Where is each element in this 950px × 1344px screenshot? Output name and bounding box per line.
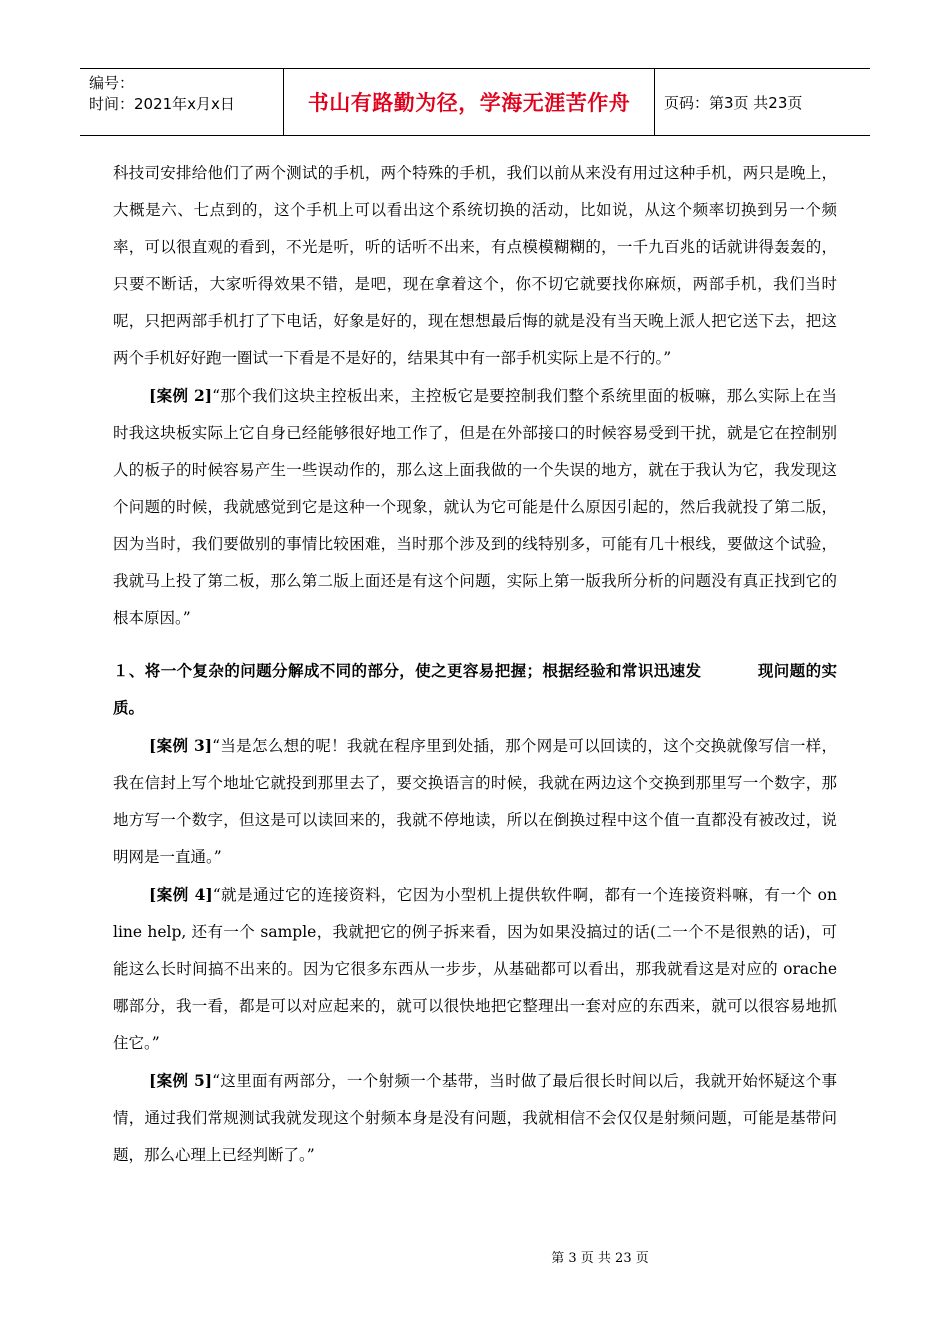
header-motto: 书山有路勤为径，学海无涯苦作舟 — [283, 69, 655, 135]
case-2-paragraph — [113, 377, 837, 637]
case-2-text: “那个我们这块主控板出来，主控板它是要控制我们整个系统里面的板嘛，那么实际上在当时我这块板实际上它自身已经能够很好地工作了，但是在外部接口的时候容易受到干扰，就是它在控制别人的板子的时候容易产生一些误动作的，那么这上面我做的一个失误的地方，就在于我认为它，我发现这个问题的时候，我就感觉到它是这种一个现象，就认为它可能是什么原因引起的，然后我就投了第二版，因为当时，我们要做别的事情比较困难，当时那个涉及到的线特别多，可能有几十根线，要做这个试验，我就马上投了第二板，那么第二版上面还是有这个问题，实际上第一版我所分析的问题没有真正找到它的根本原因。” — [113, 387, 837, 627]
case-5-label: [案例 5] — [149, 1071, 213, 1090]
case-3-label: [案例 3] — [149, 736, 213, 755]
paragraph-1: 科技司安排给他们了两个测试的手机，两个特殊的手机，我们以前从来没有用过这种手机，两只是晚上，大概是六、七点到的，这个手机上可以看出这个系统切换的活动，比如说，从这个频率切换到另一个频率，可以很直观的看到，不光是听，听的话听不出来，有点模模糊糊的，一千九百兆的话就讲得轰轰的，只要不断话，大家听得效果不错，是吧，现在拿着这个，你不切它就要找你麻烦，两部手机，我们当时呢，只把两部手机打了下电话，好象是好的，现在想想最后悔的就是没有当天晚上派人把它送下去，把这两个手机好好跑一圈试一下看是不是好的，结果其中有一部手机实际上是不行的。” — [113, 164, 837, 367]
case-5-text: “这里面有两部分，一个射频一个基带，当时做了最后很长时间以后，我就开始怀疑这个事情，通过我们常规测试我就发现这个射频本身是没有问题，我就相信不会仅仅是射频问题，可能是基带问题，那么心理上已经判断了。” — [113, 1072, 837, 1164]
section-heading-part-a: １、将一个复杂的问题分解成不同的部分，使之更容易把握；根据经验和常识迅速发 — [113, 662, 702, 680]
header-page-info: 页码：第3页 共23页 — [664, 93, 803, 112]
page-header — [80, 68, 870, 136]
page-footer: 第 3 页 共 23 页 — [551, 1251, 649, 1266]
time-label: 时间：2021年x月x日 — [89, 95, 235, 113]
case-2-label: [案例 2] — [149, 386, 213, 405]
case-3-text: “当是怎么想的呢！我就在程序里到处插，那个网是可以回读的，这个交换就像写信一样，我在信封上写个地址它就投到那里去了，要交换语言的时候，我就在两边这个交换到那里写一个数字，那地方写一个数字，但这是可以读回来的，我就不停地读，所以在倒换过程中这个值一直都没有被改过，说明网是一直通。” — [113, 737, 837, 866]
case-4-label: [案例 4] — [149, 885, 213, 904]
serial-label: 编号： — [89, 74, 135, 92]
case-3-paragraph — [113, 727, 837, 876]
section-heading-part-b: 现问题的实质。 — [113, 662, 837, 717]
case-4-text: “就是通过它的连接资料，它因为小型机上提供软件啊，都有一个连接资料嘛，有一个 on line help, 还有一个 sample，我就把它的例子拆来看，因为如果没搞过的话(二一个不是很熟的话)，可能这么长时间搞不出来的。因为它很多东西从一步步，从基础都可以看出，那我就看这是对应的 orache 哪部分，我一看，都是可以对应起来的，就可以很快地把它整理出一套对应的东西来，就可以很容易地抓住它。” — [113, 886, 837, 1052]
case-5-paragraph — [113, 1062, 837, 1174]
document-body — [113, 155, 837, 1174]
case-4-paragraph — [113, 876, 837, 1062]
header-meta — [80, 69, 283, 135]
section-heading — [113, 653, 837, 727]
